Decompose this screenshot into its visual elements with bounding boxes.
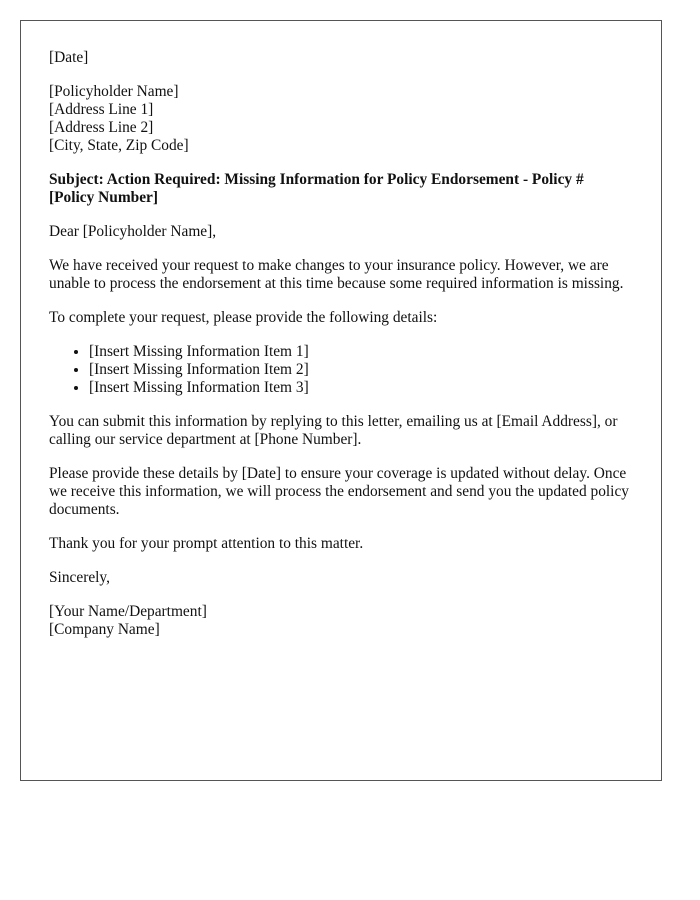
- subject-policy-number: [Policy Number]: [49, 189, 158, 206]
- subject-line: [49, 171, 633, 207]
- letter-page: [20, 20, 662, 781]
- recipient-address-line-1: [Address Line 1]: [49, 101, 154, 118]
- signature-name-department: [Your Name/Department]: [49, 603, 207, 620]
- missing-information-item: • [Insert Missing Information Item 1]: [89, 343, 633, 361]
- recipient-address-line-2: [Address Line 2]: [49, 119, 154, 136]
- recipient-city-state-zip: [City, State, Zip Code]: [49, 137, 189, 154]
- missing-information-item: • [Insert Missing Information Item 3]: [89, 379, 633, 397]
- signature-block: [49, 603, 633, 639]
- recipient-address-block: [49, 83, 633, 155]
- letter-date: [Date]: [49, 49, 89, 66]
- salutation: Dear [Policyholder Name],: [49, 223, 217, 240]
- body-paragraph-details-intro: To complete your request, please provide the following details:: [49, 309, 438, 326]
- missing-information-list: [49, 343, 633, 397]
- body-paragraph-deadline: Please provide these details by [Date] to ensure your coverage is updated without delay. Once we receive this information, we will process the endorsement and send you the updated policy documents.: [49, 465, 629, 518]
- signature-company: [Company Name]: [49, 621, 160, 638]
- body-paragraph-submission-methods: You can submit this information by replying to this letter, emailing us at [Email Address], or calling our service department at [Phone Number].: [49, 413, 618, 448]
- recipient-name: [Policyholder Name]: [49, 83, 179, 100]
- subject-text: Subject: Action Required: Missing Information for Policy Endorsement - Policy #: [49, 171, 584, 188]
- body-paragraph-thanks: Thank you for your prompt attention to this matter.: [49, 535, 364, 552]
- body-paragraph-request-received: We have received your request to make changes to your insurance policy. However, we are unable to process the endorsement at this time because some required information is missing.: [49, 257, 624, 292]
- missing-information-item: • [Insert Missing Information Item 2]: [89, 361, 633, 379]
- closing: Sincerely,: [49, 569, 110, 586]
